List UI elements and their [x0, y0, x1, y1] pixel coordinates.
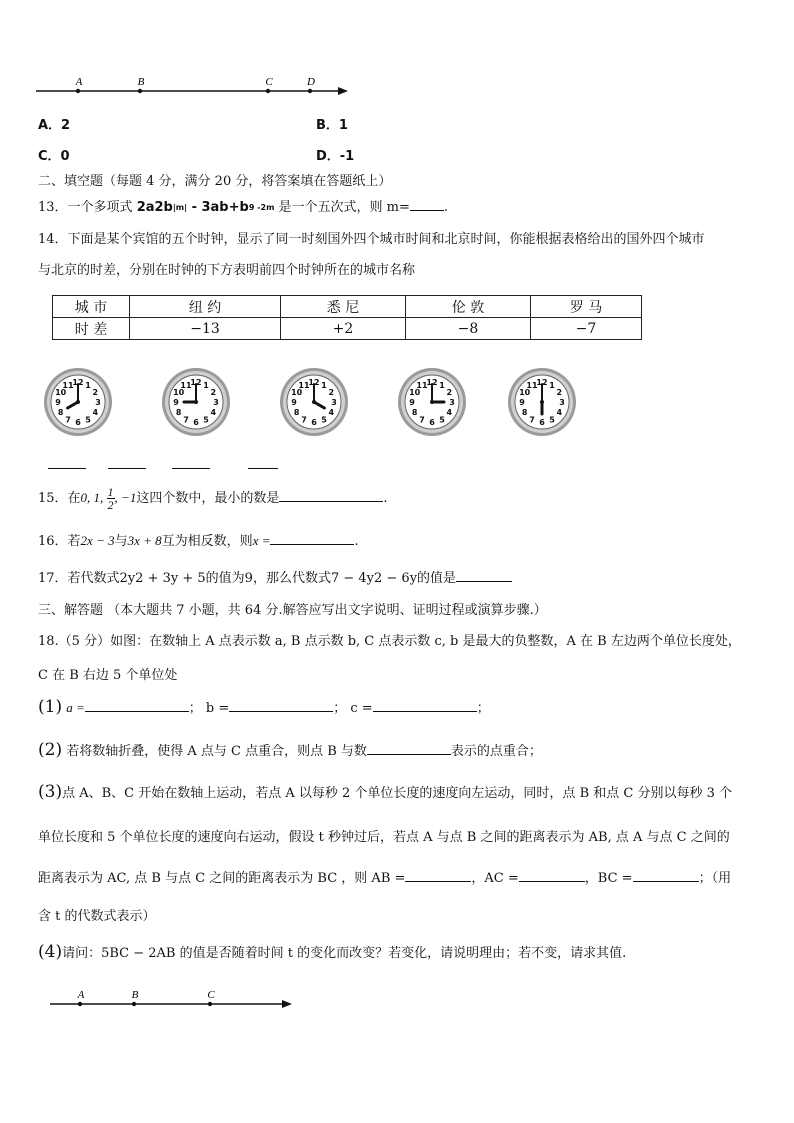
- city-blank-1: [48, 468, 86, 469]
- point-b: [138, 89, 142, 93]
- clock-icon: [44, 368, 112, 436]
- city-blank-2: [108, 468, 146, 469]
- q15-end: .: [383, 491, 388, 506]
- svg-text:1: 1: [85, 380, 91, 390]
- svg-text:2: 2: [328, 388, 335, 398]
- question-15: [38, 486, 387, 511]
- table-cell: 时 差: [53, 318, 130, 340]
- svg-text:1: 1: [439, 380, 445, 390]
- point-b: [132, 1002, 136, 1006]
- city-blank-4: [248, 468, 278, 469]
- svg-text:4: 4: [328, 408, 335, 418]
- point-label-d: D: [307, 76, 315, 88]
- q18-part3-ac: ，AC =: [471, 871, 519, 886]
- svg-text:7: 7: [65, 415, 71, 425]
- svg-text:3: 3: [331, 398, 337, 408]
- option-b: B．1: [316, 118, 348, 133]
- svg-text:11: 11: [526, 380, 538, 390]
- svg-text:1: 1: [203, 380, 209, 390]
- svg-text:7: 7: [301, 415, 307, 425]
- clock-icon: [398, 368, 466, 436]
- question-16: [38, 530, 359, 549]
- svg-text:7: 7: [529, 415, 535, 425]
- q16-var: x =: [252, 533, 271, 548]
- q17-answer-blank: [456, 567, 512, 582]
- svg-text:2: 2: [556, 388, 563, 398]
- q18-part2-text: 若将数轴折叠，使得 A 点与 C 点重合，则点 B 与数: [66, 744, 367, 759]
- q13-poly-b: - 3ab+b: [187, 200, 249, 215]
- svg-text:10: 10: [519, 388, 531, 398]
- q18-part3-line1: [38, 782, 732, 802]
- svg-text:4: 4: [446, 408, 453, 418]
- svg-text:12: 12: [426, 378, 438, 388]
- q17-prefix: 17．若代数式: [38, 571, 120, 586]
- q15-nums: 0, 1,: [80, 490, 107, 505]
- svg-text:7: 7: [419, 415, 425, 425]
- svg-text:2: 2: [210, 388, 217, 398]
- q18-line1: 18.（5 分）如图：在数轴上 A 点表示数 a, B 点示数 b, C 点表示数 c, b 是最大的负整数，A 在 B 左边两个单位长度处，: [38, 634, 741, 649]
- svg-text:6: 6: [539, 418, 545, 428]
- svg-text:9: 9: [173, 398, 179, 408]
- q13-suffix: 是一个五次式，则 m=: [274, 200, 410, 215]
- point-label-a: A: [75, 76, 83, 88]
- top-number-line: [30, 72, 360, 102]
- svg-text:11: 11: [62, 380, 74, 390]
- q16-expr2: 3x + 8: [127, 533, 162, 548]
- answer-blank-a: [85, 697, 189, 712]
- option-d: D．-1: [316, 149, 355, 164]
- answer-blank-fold: [367, 740, 451, 755]
- svg-text:12: 12: [190, 378, 202, 388]
- q15-tail: , −1: [114, 490, 137, 505]
- q18-part4-num: (4): [38, 942, 63, 962]
- svg-text:6: 6: [429, 418, 435, 428]
- q18-part1-num: (1): [38, 697, 63, 717]
- q17-text: ，那么代数式: [252, 571, 331, 586]
- q16-answer-blank: [270, 530, 354, 545]
- q15-answer-blank: [279, 487, 383, 502]
- svg-text:5: 5: [85, 415, 91, 425]
- svg-text:4: 4: [92, 408, 99, 418]
- q15-prefix: 15．在: [38, 491, 81, 506]
- q18-part2-num: (2): [38, 740, 63, 760]
- q15-frac-den: 2: [107, 498, 114, 512]
- q18-part3-line4: 含 t 的代数式表示）: [38, 909, 156, 924]
- q18-part2-tail: 表示的点重合；: [450, 744, 542, 759]
- table-cell: −7: [531, 318, 642, 340]
- point-a: [78, 1002, 82, 1006]
- svg-text:8: 8: [411, 408, 418, 418]
- q18-line2: C 在 B 右边 5 个单位处: [38, 668, 178, 683]
- q18-part4: [38, 942, 626, 962]
- svg-text:7: 7: [183, 415, 189, 425]
- svg-text:11: 11: [416, 380, 428, 390]
- q18-part1-b: ； b =: [188, 701, 230, 716]
- svg-text:1: 1: [321, 380, 327, 390]
- svg-text:3: 3: [213, 398, 219, 408]
- q18-part1-end: ；: [476, 701, 490, 716]
- svg-text:12: 12: [536, 378, 548, 388]
- answer-blank-b: [229, 697, 333, 712]
- q16-mid: 与: [114, 534, 128, 549]
- svg-text:10: 10: [409, 388, 421, 398]
- svg-text:5: 5: [321, 415, 327, 425]
- q18-part3-ab: 距离表示为 AC, 点 B 与点 C 之间的距离表示为 BC ，则 AB =: [38, 871, 406, 886]
- q18-part3-bc: ，BC =: [584, 871, 633, 886]
- q13-answer-blank: [410, 196, 444, 211]
- svg-text:10: 10: [173, 388, 185, 398]
- svg-text:5: 5: [549, 415, 555, 425]
- q14-line2: 与北京的时差，分别在时钟的下方表明前四个时钟所在的城市名称: [38, 263, 416, 278]
- time-difference-table: [52, 295, 642, 340]
- point-label-c: C: [207, 989, 215, 1001]
- q18-part4-text: 请问：5BC − 2AB 的值是否随着时间 t 的变化而改变？若变化，请说明理由；若不变，请求其值.: [62, 946, 627, 961]
- q17-mid: 的值为: [205, 571, 245, 586]
- q18-part3-tail: ；（用: [698, 871, 732, 886]
- clock-icon: [280, 368, 348, 436]
- option-a: A．2: [38, 118, 71, 133]
- clock-icon: [508, 368, 576, 436]
- svg-text:9: 9: [409, 398, 415, 408]
- svg-text:9: 9: [519, 398, 525, 408]
- q16-end: .: [354, 534, 359, 549]
- table-cell: 纽 约: [130, 296, 281, 318]
- clock-icon: [162, 368, 230, 436]
- svg-text:2: 2: [92, 388, 99, 398]
- svg-text:6: 6: [311, 418, 317, 428]
- svg-text:6: 6: [193, 418, 199, 428]
- q18-part1-a: a =: [66, 700, 85, 715]
- q17-tail: 的值是: [417, 571, 457, 586]
- table-cell: 悉 尼: [281, 296, 406, 318]
- table-cell: 城 市: [53, 296, 130, 318]
- table-cell: +2: [281, 318, 406, 340]
- svg-text:3: 3: [449, 398, 455, 408]
- q16-text: 互为相反数，则: [161, 534, 253, 549]
- q13-end: .: [443, 200, 449, 215]
- q17-expr1: 2y2 + 3y + 5: [119, 571, 206, 586]
- q13-poly-abs: |m|: [172, 203, 188, 212]
- city-blank-3: [172, 468, 210, 469]
- svg-text:5: 5: [439, 415, 445, 425]
- question-13: [38, 196, 448, 215]
- svg-text:5: 5: [203, 415, 209, 425]
- svg-text:8: 8: [521, 408, 528, 418]
- svg-text:12: 12: [308, 378, 320, 388]
- question-17: [38, 567, 512, 586]
- point-c: [208, 1002, 212, 1006]
- svg-text:3: 3: [95, 398, 101, 408]
- point-label-b: B: [137, 76, 145, 88]
- q13-poly-exp: 9 -2m: [248, 203, 275, 212]
- option-c: C．0: [38, 149, 70, 164]
- table-cell: 罗 马: [531, 296, 642, 318]
- svg-text:10: 10: [291, 388, 303, 398]
- point-label-c: C: [265, 76, 273, 88]
- answer-blank-ac: [519, 867, 585, 882]
- q14-line1: 14．下面是某个宾馆的五个时钟，显示了同一时刻国外四个城市时间和北京时间，你能根据表格给出的国外四个城市: [38, 232, 705, 247]
- svg-text:4: 4: [210, 408, 217, 418]
- section-two-title: 二、填空题（每题 4 分，满分 20 分，将答案填在答题纸上）: [38, 174, 392, 189]
- point-d: [308, 89, 312, 93]
- answer-blank-c: [373, 697, 477, 712]
- q15-fraction: [107, 486, 115, 511]
- q17-expr2: 7 − 4y2 − 6y: [330, 571, 418, 586]
- q16-prefix: 16．若: [38, 534, 81, 549]
- answer-blank-ab: [405, 867, 471, 882]
- svg-text:8: 8: [293, 408, 300, 418]
- q18-part1-c: ； c =: [333, 701, 373, 716]
- table-cell: 伦 敦: [406, 296, 531, 318]
- q16-expr1: 2x − 3: [80, 533, 115, 548]
- table-cell: −8: [406, 318, 531, 340]
- svg-text:4: 4: [556, 408, 563, 418]
- svg-text:9: 9: [55, 398, 61, 408]
- q18-part3-line2: 单位长度和 5 个单位长度的速度向右运动，假设 t 秒钟过后，若点 A 与点 B 之间的距离表示为 AB, 点 A 与点 C 之间的: [38, 830, 730, 845]
- q13-prefix: 13．一个多项式: [38, 200, 137, 215]
- point-label-b: B: [131, 989, 139, 1001]
- svg-text:11: 11: [298, 380, 310, 390]
- q17-value: 9: [244, 571, 253, 586]
- clock-row: [40, 360, 600, 444]
- bottom-number-line: [44, 982, 304, 1014]
- svg-text:12: 12: [72, 378, 84, 388]
- q15-text: 这四个数中，最小的数是: [136, 491, 280, 506]
- svg-text:10: 10: [55, 388, 67, 398]
- q18-part3-line3: [38, 867, 731, 886]
- svg-text:3: 3: [559, 398, 565, 408]
- table-row-values: [53, 318, 642, 340]
- svg-text:8: 8: [175, 408, 182, 418]
- table-row-header: [53, 296, 642, 318]
- answer-blank-bc: [633, 867, 699, 882]
- table-cell: −13: [130, 318, 281, 340]
- svg-text:1: 1: [549, 380, 555, 390]
- svg-text:11: 11: [180, 380, 192, 390]
- point-a: [76, 89, 80, 93]
- point-label-a: A: [77, 989, 85, 1001]
- q15-frac-num: 1: [107, 485, 114, 499]
- svg-text:9: 9: [291, 398, 297, 408]
- svg-text:8: 8: [57, 408, 64, 418]
- section-three-title: 三、解答题 （本大题共 7 小题，共 64 分.解答应写出文字说明、证明过程或演算步骤.）: [38, 603, 547, 618]
- svg-text:6: 6: [75, 418, 81, 428]
- q18-part2: [38, 740, 542, 760]
- q18-part3-num: (3): [38, 782, 63, 802]
- q13-poly-a: 2a2b: [136, 200, 173, 215]
- point-c: [266, 89, 270, 93]
- q18-part1: [38, 697, 490, 717]
- q18-part3-text1: 点 A、B、C 开始在数轴上运动，若点 A 以每秒 2 个单位长度的速度向左运动，同时，点 B 和点 C 分别以每秒 3 个: [62, 786, 733, 801]
- svg-text:2: 2: [446, 388, 453, 398]
